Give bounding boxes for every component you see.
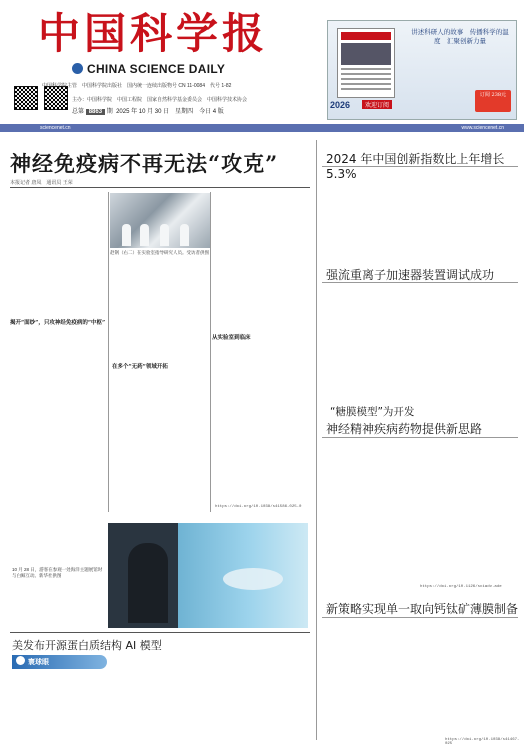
issue-bar xyxy=(72,106,302,116)
ad-newspaper-thumbnail xyxy=(337,28,395,98)
reference-url: https://doi.org/10.1126/sciadv.ade xyxy=(420,585,502,589)
divider xyxy=(322,282,518,283)
divider xyxy=(322,617,518,618)
qr-code-icon xyxy=(14,86,38,110)
column-divider xyxy=(316,140,317,740)
website-left[interactable]: sciencenet.cn xyxy=(40,125,71,131)
divider xyxy=(10,187,310,188)
ad-year: 2026 xyxy=(330,100,351,110)
masthead-english-text: CHINA SCIENCE DAILY xyxy=(87,62,226,76)
divider xyxy=(10,632,310,633)
sponsor-line-2: 主办：中国科学院 中国工程院 国家自然科学基金委员会 中国科学技术协会 xyxy=(72,97,248,103)
masthead-english xyxy=(72,62,225,76)
column-divider xyxy=(108,192,109,512)
right-headline-1: 2024 年中国创新指数比上年增长 5.3% xyxy=(326,152,505,181)
issue-label: 总第 xyxy=(72,109,85,115)
column-divider xyxy=(210,192,211,512)
cas-logo-icon xyxy=(72,63,83,74)
issue-number: 8863 xyxy=(86,109,105,115)
reference-url: https://doi.org/10.1038/s41586-025-0 xyxy=(215,505,302,509)
lead-headline: 神经免疫病不再无法“攻克” xyxy=(10,151,279,176)
lab-photo xyxy=(110,193,210,248)
website-right[interactable]: www.sciencenet.cn xyxy=(461,125,504,131)
ad-pill: 欢迎订阅 xyxy=(362,100,392,109)
section-title-2: 在多个“无药”领域开拓 xyxy=(112,364,168,370)
ad-price-badge: 订阅 238元 xyxy=(475,90,511,112)
right-headline-4: 新策略实现单一取向钙钛矿薄膜制备 xyxy=(326,602,519,616)
right-headline-2: 强流重离子加速器装置调试成功 xyxy=(326,268,495,282)
section-tag-label: 寰球眼 xyxy=(28,657,49,666)
aquarium-photo xyxy=(108,523,308,628)
divider xyxy=(322,437,518,438)
aquarium-caption: 10 月 28 日，游客在参观一处海洋主题展馆时与白鲸互动。新华社供图 xyxy=(12,567,103,578)
issue-date: 2025 年 10 月 30 日 星期四 今日 4 版 xyxy=(116,109,224,115)
right-kicker-3: “糖膜模型”为开发 xyxy=(330,406,415,418)
sponsor-line: 中国科学院主管 中国科学院出版社 国内统一连续出版物号 CN 11-0084 代号 1-82 xyxy=(42,83,232,89)
ad-slogan: 讲述科研人的故事 传播科学的温度 汇聚创新力量 xyxy=(411,28,509,45)
reference-url: https://doi.org/10.1038/s41467-025 xyxy=(445,738,520,746)
issue-suffix: 期 xyxy=(106,109,113,115)
qr-code-icon xyxy=(44,86,68,110)
website-bar xyxy=(0,124,524,132)
lead-byline: 本报记者 唐凤 通讯员 王荣 xyxy=(10,180,73,186)
bottom-headline: 美发布开源蛋白质结构 AI 模型 xyxy=(12,639,162,652)
section-tag xyxy=(12,655,107,669)
divider xyxy=(322,166,518,167)
globe-icon xyxy=(16,656,25,665)
section-title-3: 从实验室到临床 xyxy=(212,335,251,341)
right-headline-3: 神经精神疾病药物提供新思路 xyxy=(326,422,483,436)
lab-photo-caption: 赵钢（右二）在实验室指导研究人员。受访者供图 xyxy=(110,250,209,255)
masthead-title: 中国科学报 xyxy=(38,9,269,58)
section-title-1: 揭开“面纱”，只攻神经免疫病的“中枢” xyxy=(10,320,106,326)
